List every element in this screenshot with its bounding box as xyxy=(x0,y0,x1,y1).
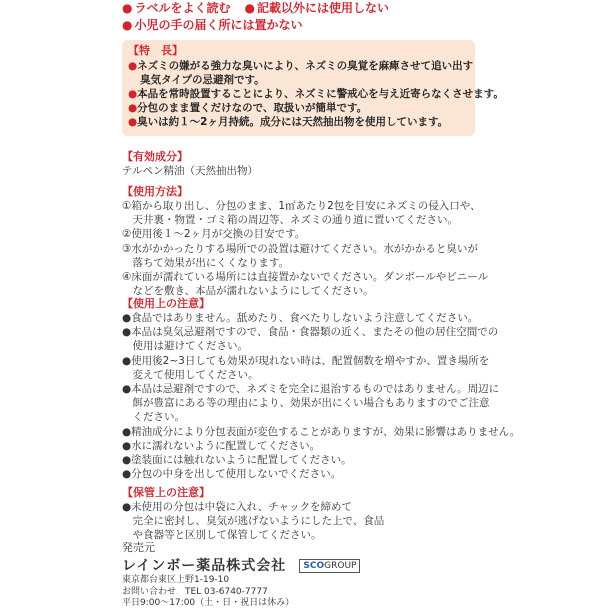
caution-line: 餌が豊富にある等の理由により、効果が出にくい場合もありますのでご注意 xyxy=(122,397,490,410)
usage-line: ①箱から取り出し、分包のまま、1㎡あたり2包を目安にネズミの侵入口や、 xyxy=(122,200,481,212)
company-name: レインボー薬品株式会社 xyxy=(122,558,287,574)
bullet-icon: ● xyxy=(128,60,138,72)
usage-line: ②使用後１～2ヶ月が交換の目安です。 xyxy=(122,228,306,241)
usage-line: 天井裏・物置・ゴミ箱の周辺等、ネズミの通り道に置いてください。 xyxy=(122,214,458,227)
sco-group-logo: SCOGROUP xyxy=(299,559,360,573)
ingredients-text: テルペン精油（天然抽出物） xyxy=(122,165,258,177)
storage-line: 完全に密封し、臭気が逃げないようにした上で、食品 xyxy=(122,515,385,528)
ingredients-section xyxy=(122,149,482,178)
bullet-icon: ● xyxy=(128,116,138,128)
usage-section xyxy=(122,184,489,298)
feature-item-cont: 臭気タイプの忌避剤です。 xyxy=(140,74,265,86)
bullet-icon: ● xyxy=(128,102,138,114)
contact-phone: お問い合わせ TEL 03-6740-7777 xyxy=(122,586,268,597)
company-address: 東京都台東区上野1-19-10 xyxy=(122,575,230,585)
usage-line: 落ちて効果が出にくくなります。 xyxy=(122,256,290,269)
caution-line: 使用は避けてください。 xyxy=(122,340,248,353)
storage-heading: 【保管上の注意】 xyxy=(122,486,210,499)
usage-line: ③水がかかったりする場所での設置は避けてください。水がかかると臭いが xyxy=(122,242,478,255)
caution-line: ●塗装面には触れないように配置してください。 xyxy=(122,454,352,467)
notice-read-label: ラベルをよく読む xyxy=(134,1,231,15)
notice-children: 小児の手の届く所には置かない xyxy=(134,18,303,32)
caution-line: ●水に濡れないように配置してください。 xyxy=(122,439,321,452)
seller-label: 発売元 xyxy=(122,541,155,554)
bullet-icon: ● xyxy=(122,18,133,32)
feature-item: ●ネズミの嫌がる強力な臭いにより、ネズミの臭覚を麻痺させて追い出す xyxy=(128,60,474,72)
caution-line: ●使用後2~3日しても効果が現れない時は、配置個数を増やすか、置き場所を xyxy=(122,354,490,367)
feature-item: ●分包のまま置くだけなので、取扱いが簡単です。 xyxy=(128,102,368,114)
caution-line: ●食品ではありません。舐めたり、食べたりしないよう注意してください。 xyxy=(122,312,479,324)
feature-item: ●本品を常時設置することにより、ネズミに警戒心を与え近寄らなくさせます。 xyxy=(128,88,504,100)
usage-line: ④床面が濡れている場所には直接置かないでください。ダンボールやビニール xyxy=(122,271,489,284)
cautions-section xyxy=(122,296,521,481)
caution-line: ください。 xyxy=(122,411,185,424)
features-box xyxy=(122,40,504,136)
business-hours: 平日9:00～17:00（土・日・祝日は休み） xyxy=(122,598,295,608)
bullet-icon: ● xyxy=(122,1,133,15)
manufacturer-info xyxy=(122,541,502,610)
cautions-heading: 【使用上の注意】 xyxy=(122,297,210,310)
notice-use-only: 記載以外には使用しない xyxy=(256,1,389,15)
bullet-icon: ● xyxy=(244,1,255,15)
notice-line-2 xyxy=(122,17,592,34)
caution-line: ●精油成分により分包表面が変色することがありますが、効果に影響はありません。 xyxy=(122,425,521,438)
storage-section xyxy=(122,485,482,543)
features-heading: 【特 長】 xyxy=(128,44,183,57)
caution-line: ●本品は臭気忌避剤ですので、食品・食器類の近く、またその他の居住空間での xyxy=(122,326,499,339)
usage-heading: 【使用方法】 xyxy=(122,185,188,198)
storage-line: ●未使用の分包は中袋に入れ、チャックを締めて xyxy=(122,501,352,513)
feature-item: ●臭いは約１～2ヶ月持続。成分には天然抽出物を使用しています。 xyxy=(128,116,449,128)
bullet-icon: ● xyxy=(128,88,138,100)
ingredients-heading: 【有効成分】 xyxy=(122,150,188,163)
caution-line: 変えて使用してください。 xyxy=(122,368,259,381)
caution-line: ●分包の中身を出して使用しないでください。 xyxy=(122,468,342,481)
top-notices xyxy=(122,0,592,34)
caution-line: ●本品は忌避剤ですので、ネズミを完全に退治するものではありません。周辺に xyxy=(122,383,500,396)
usage-line: などを敷き、本品が濡れないようにしてください。 xyxy=(122,285,374,298)
notice-line-1 xyxy=(122,0,592,17)
storage-line: や食器等と区別して保管してください。 xyxy=(122,529,322,542)
